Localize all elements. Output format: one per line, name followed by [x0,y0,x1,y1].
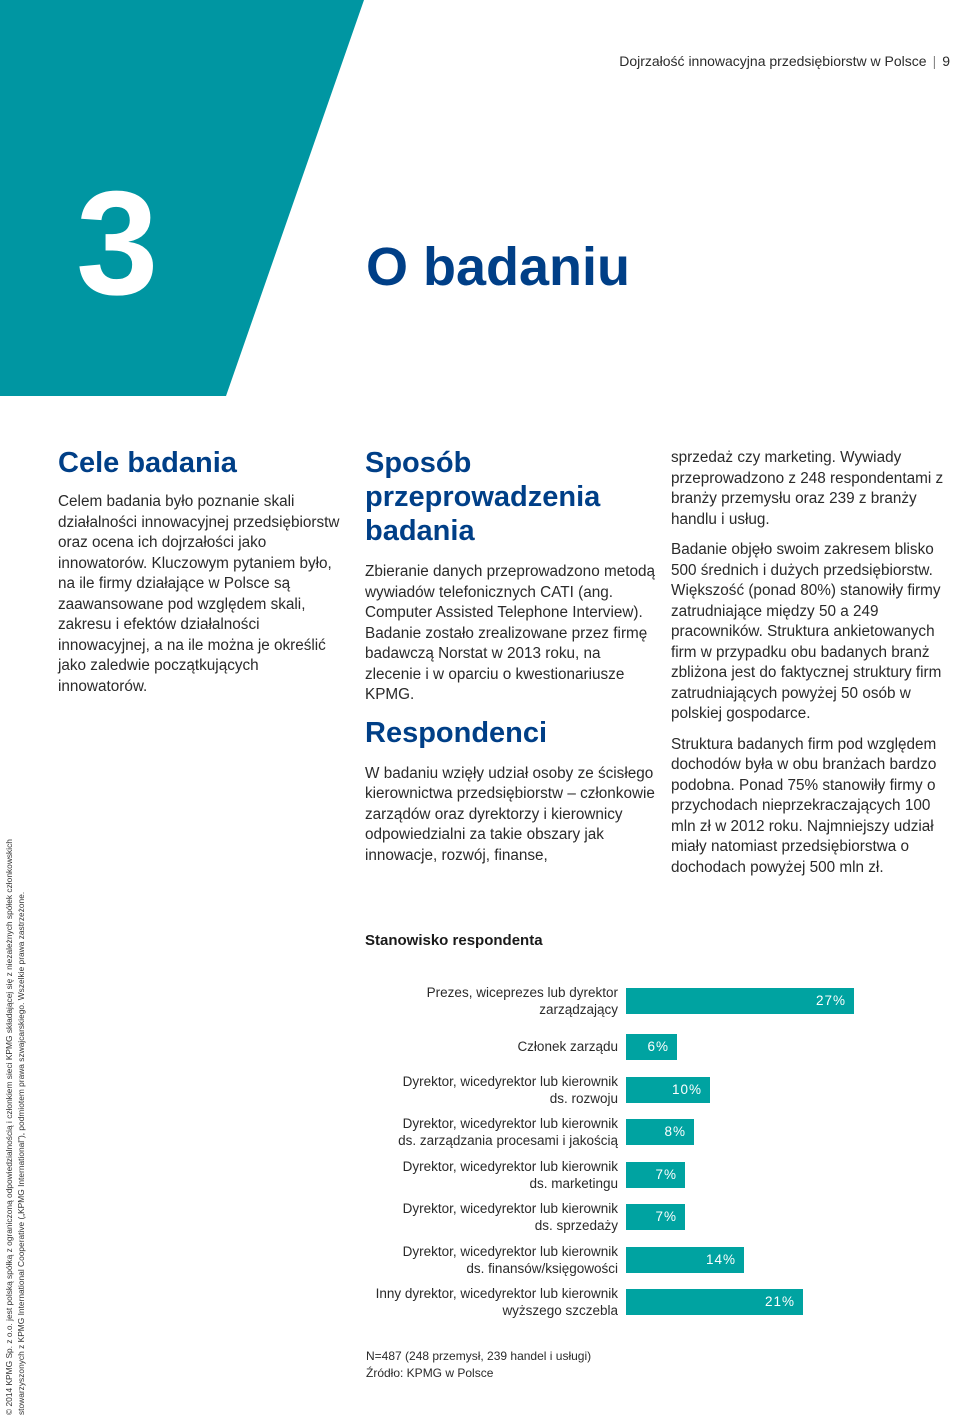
chart-value-label: 8% [664,1124,686,1139]
page-number: 9 [942,53,950,69]
section-cele [58,446,348,697]
chart-category-label [360,1200,618,1234]
chart-value-label: 21% [764,1294,795,1309]
chart-category-label-line: zarządzający [539,1002,618,1017]
chart-note [366,1348,591,1382]
chart-category-label-line: Dyrektor, wicedyrektor lub kierownik [402,1074,618,1089]
chart-value-label: 27% [815,993,846,1008]
section-respondenci-cont [671,448,951,878]
legal-line-2: stowarzyszonych z KPMG International Cooperative („KPMG International”), podmiotem prawa szwajcarskiego. Wszelkie prawa zastrzeżone. [16,891,26,1415]
chart-category-label [360,1073,618,1107]
chart-value-label: 6% [647,1039,669,1054]
chart-value-label: 7% [655,1167,677,1182]
chart-value-label: 7% [655,1209,677,1224]
chart-category-label [360,1285,618,1319]
chart-title: Stanowisko respondenta [365,932,543,949]
respondenci-text-3: Badanie objęło swoim zakresem blisko 500 średnich i dużych przedsiębiorstw. Większość (ponad 80%) stanowiły firmy zatrudniające między 50 a 249 pracowników. Struktura ankietowanych firm w przypadku obu badanych branż zbliżona jest do faktycznej struktury firm zatrudniających powyżej 50 osób w polskiej gospodarce. [671,541,942,722]
banner-teal-shape [0,0,364,396]
chart-category-label-line: Dyrektor, wicedyrektor lub kierownik [402,1201,618,1216]
chart-value-label: 10% [671,1082,702,1097]
chart-category-label [360,1115,618,1149]
chart-category-label [360,1158,618,1192]
chart-category-label-line: ds. marketingu [529,1176,618,1191]
respondenci-text-1: W badaniu wzięły udział osoby ze ścisłego kierownictwa przedsiębiorstw – członkowie zarządów oraz dyrektorzy i kierownicy odpowiedzialni za takie obszary jak innowacje, rozwój, finanse, [365,764,655,864]
chapter-title: O badaniu [366,237,631,297]
running-header-title: Dojrzałość innowacyjna przedsiębiorstw w Polsce [619,53,927,69]
chart-note-sample: N=487 (248 przemysł, 239 handel i usługi) [366,1349,592,1363]
section-sposob [365,446,655,866]
chart-category-label-line: ds. rozwoju [549,1091,618,1106]
chart-category-label-line: wyższego szczebla [502,1303,618,1318]
chart-note-source: Źródło: KPMG w Polsce [366,1366,494,1380]
chart-category-label-line: Dyrektor, wicedyrektor lub kierownik [402,1116,618,1131]
legal-line-1: © 2014 KPMG Sp. z o.o. jest polską spółką z ograniczoną odpowiedzialnością i członkiem sieci KPMG składającej się z niezależnych spółek członkowskich [4,839,14,1415]
respondenci-heading: Respondenci [365,716,548,749]
sposob-heading: Sposób przeprowadzenia badania [365,447,601,547]
running-header: Dojrzałość innowacyjna przedsiębiorstw w Polsce | 9 [619,53,950,69]
chart-category-label-line: Prezes, wiceprezes lub dyrektor [426,985,618,1000]
respondenci-text-4: Struktura badanych firm pod względem dochodów była w obu branżach bardzo podobna. Ponad 75% stanowiły firmy o przychodach nieprzekraczających 100 mln zł w 2012 roku. Najmniejszy udział miały natomiast przedsiębiorstwa o dochodach powyżej 500 mln zł. [671,735,937,876]
chart-category-label [360,1243,618,1277]
chart-category-label [360,984,618,1018]
chart-category-label-line: Dyrektor, wicedyrektor lub kierownik [402,1159,618,1174]
chapter-number: 3 [76,161,155,326]
chart-category-label-line: ds. sprzedaży [534,1218,618,1233]
chart-category-label-line: Dyrektor, wicedyrektor lub kierownik [402,1244,618,1259]
chart-category-label [360,1038,618,1055]
chart-category-label-line: Inny dyrektor, wicedyrektor lub kierownik [375,1286,618,1301]
chart-category-label-line: ds. finansów/księgowości [466,1261,618,1276]
respondenci-text-2: sprzedaż czy marketing. Wywiady przeprowadzono z 248 respondentami z branży przemysłu oraz 239 z branży handlu i usług. [671,449,944,528]
legal-notice [3,839,27,1415]
cele-text: Celem badania było poznanie skali działalności innowacyjnej przedsiębiorstw oraz ocena ich dojrzałości jako innowatorów. Kluczowym pytaniem było, na ile firmy działające w Polsce są zaawansowane pod względem skali, zakresu i efektów działalności innowacyjnej, a na ile można je określić jako zaledwie początkujących innowatorów. [58,493,340,695]
chart-value-label: 14% [705,1252,736,1267]
cele-heading: Cele badania [58,447,237,479]
sposob-text: Zbieranie danych przeprowadzono metodą wywiadów telefonicznych CATI (ang. Computer Assisted Telephone Interview). Badanie zostało zrealizowane przez firmę badawczą Norstat w 2013 roku, na zlecenie i w oparciu o kwestionariusze KPMG. [365,563,655,703]
chart-category-label-line: Członek zarządu [517,1039,618,1054]
chart-category-label-line: ds. zarządzania procesami i jakością [398,1133,618,1148]
